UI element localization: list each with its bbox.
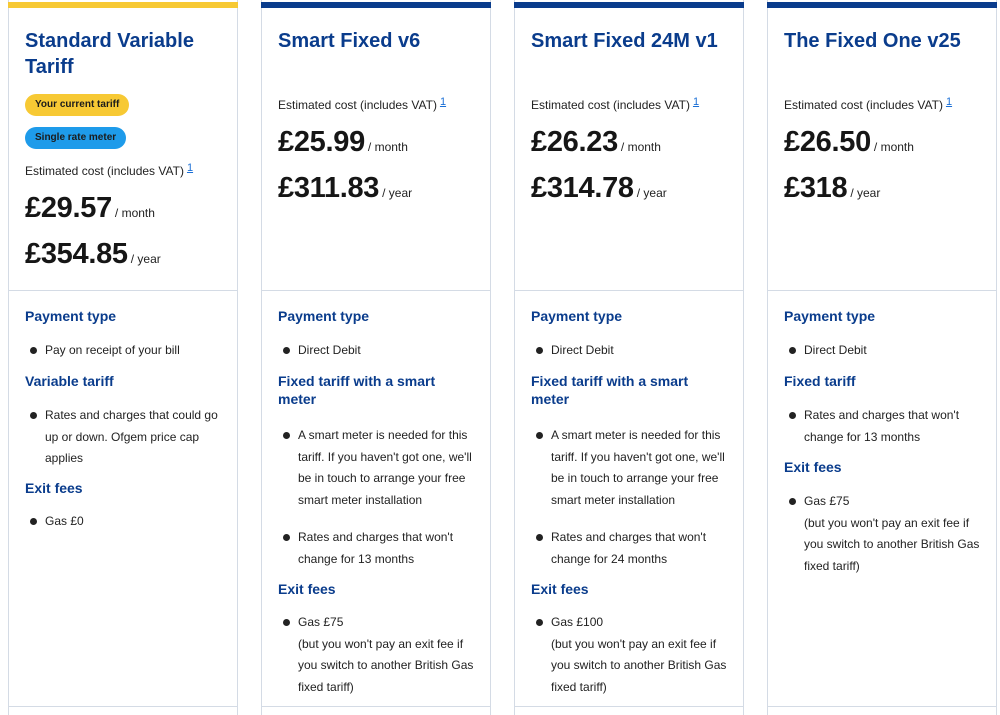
payment-type-heading: Payment type bbox=[784, 308, 876, 324]
bullet-icon bbox=[283, 619, 290, 626]
payment-type-heading: Payment type bbox=[25, 308, 117, 324]
estimated-cost-label: Estimated cost (includes VAT) 1 bbox=[531, 96, 700, 112]
meter-type-badge: Single rate meter bbox=[25, 127, 126, 149]
bullet-icon bbox=[536, 347, 543, 354]
tariff-point: Rates and charges that won't change for 13 months bbox=[784, 405, 980, 448]
card-divider bbox=[262, 706, 490, 707]
tariff-point: A smart meter is needed for this tariff. If you haven't got one, we'll be in touch to arrange your free smart meter installation bbox=[278, 425, 474, 511]
yearly-price: £314.78 / year bbox=[531, 172, 667, 204]
tariff-title: The Fixed One v25 bbox=[784, 30, 961, 52]
payment-type-item: Direct Debit bbox=[278, 340, 474, 362]
tariff-card-smart-fixed-v6 bbox=[261, 0, 491, 715]
monthly-price: £25.99 / month bbox=[278, 126, 408, 158]
payment-type-item: Pay on receipt of your bill bbox=[25, 340, 221, 362]
card-divider bbox=[515, 706, 743, 707]
exit-fees-heading: Exit fees bbox=[784, 459, 842, 475]
estimated-cost-label: Estimated cost (includes VAT) 1 bbox=[25, 162, 194, 178]
tariff-card-smart-fixed-24m bbox=[514, 0, 744, 715]
bullet-icon bbox=[789, 347, 796, 354]
footnote-link[interactable]: 1 bbox=[186, 162, 194, 174]
bullet-icon bbox=[30, 347, 37, 354]
tariff-point: Rates and charges that won't change for 24 months bbox=[531, 527, 727, 570]
card-header bbox=[515, 8, 743, 291]
exit-fee-note: (but you won't pay an exit fee if you switch to another British Gas fixed tariff) bbox=[298, 636, 474, 694]
tariff-point: A smart meter is needed for this tariff. If you haven't got one, we'll be in touch to arrange your free smart meter installation bbox=[531, 425, 727, 511]
bullet-icon bbox=[536, 534, 543, 541]
payment-type-heading: Payment type bbox=[531, 308, 623, 324]
estimated-cost-label: Estimated cost (includes VAT) 1 bbox=[784, 96, 953, 112]
card-header bbox=[768, 8, 996, 291]
yearly-price: £354.85 / year bbox=[25, 238, 161, 270]
exit-fees-heading: Exit fees bbox=[531, 581, 589, 597]
monthly-price: £29.57 / month bbox=[25, 192, 155, 224]
tariff-title: Standard Variable Tariff bbox=[25, 30, 194, 78]
payment-type-heading: Payment type bbox=[278, 308, 370, 324]
bullet-icon bbox=[283, 347, 290, 354]
tariff-type-heading: Fixed tariff with a smart meter bbox=[278, 373, 436, 407]
tariff-type-heading: Variable tariff bbox=[25, 373, 114, 389]
payment-type-item: Direct Debit bbox=[531, 340, 727, 362]
bullet-icon bbox=[30, 412, 37, 419]
exit-fee-item: Gas £75 (but you won't pay an exit fee if you switch to another British Gas fixed tariff) bbox=[278, 612, 474, 698]
yearly-price: £318 / year bbox=[784, 172, 881, 204]
yearly-price: £311.83 / year bbox=[278, 172, 413, 204]
bullet-icon bbox=[283, 534, 290, 541]
exit-fee-note: (but you won't pay an exit fee if you switch to another British Gas fixed tariff) bbox=[804, 515, 980, 573]
bullet-icon bbox=[789, 412, 796, 419]
tariff-point: Rates and charges that won't change for 13 months bbox=[278, 527, 474, 570]
exit-fees-heading: Exit fees bbox=[25, 480, 83, 496]
tariff-point: Rates and charges that could go up or down. Ofgem price cap applies bbox=[25, 405, 221, 470]
exit-fee-item: Gas £0 bbox=[25, 511, 221, 533]
bullet-icon bbox=[30, 518, 37, 525]
monthly-price: £26.50 / month bbox=[784, 126, 914, 158]
estimated-cost-label: Estimated cost (includes VAT) 1 bbox=[278, 96, 447, 112]
footnote-link[interactable]: 1 bbox=[439, 96, 447, 108]
card-divider bbox=[768, 706, 996, 707]
current-tariff-badge: Your current tariff bbox=[25, 94, 129, 116]
footnote-link[interactable]: 1 bbox=[692, 96, 700, 108]
card-header bbox=[262, 8, 490, 291]
bullet-icon bbox=[789, 498, 796, 505]
exit-fee-note: (but you won't pay an exit fee if you switch to another British Gas fixed tariff) bbox=[551, 636, 727, 694]
exit-fees-heading: Exit fees bbox=[278, 581, 336, 597]
card-header bbox=[9, 8, 237, 291]
tariff-card-fixed-one-v25 bbox=[767, 0, 997, 715]
bullet-icon bbox=[536, 432, 543, 439]
bullet-icon bbox=[283, 432, 290, 439]
exit-fee-item: Gas £75 (but you won't pay an exit fee if you switch to another British Gas fixed tariff) bbox=[784, 491, 980, 577]
tariff-type-heading: Fixed tariff bbox=[784, 373, 856, 389]
exit-fee-item: Gas £100 (but you won't pay an exit fee if you switch to another British Gas fixed tariff) bbox=[531, 612, 727, 698]
payment-type-item: Direct Debit bbox=[784, 340, 980, 362]
tariff-type-heading: Fixed tariff with a smart meter bbox=[531, 373, 689, 407]
bullet-icon bbox=[536, 619, 543, 626]
tariff-card-standard-variable bbox=[8, 0, 238, 715]
tariff-title: Smart Fixed v6 bbox=[278, 30, 421, 52]
footnote-link[interactable]: 1 bbox=[945, 96, 953, 108]
card-divider bbox=[9, 706, 237, 707]
monthly-price: £26.23 / month bbox=[531, 126, 661, 158]
tariff-title: Smart Fixed 24M v1 bbox=[531, 30, 718, 52]
